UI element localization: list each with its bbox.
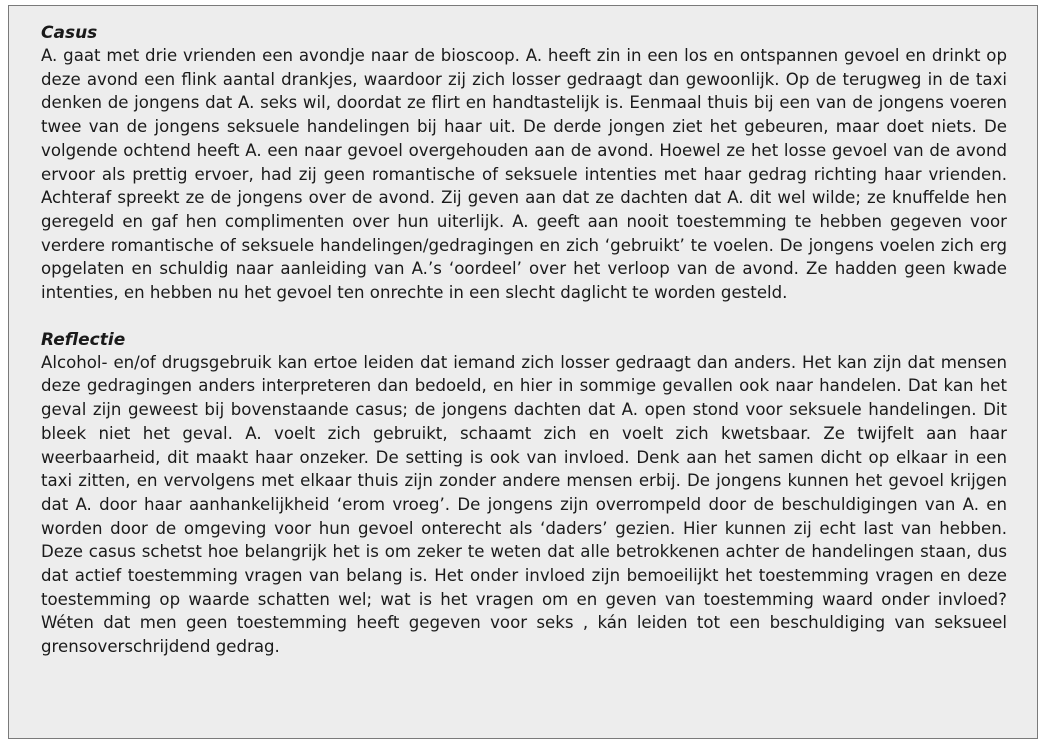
casus-paragraph: A. gaat met drie vrienden een avondje naar de bioscoop. A. heeft zin in een los en ontspannen gevoel en drinkt op deze avond een flink aantal drankjes, waardoor zij zich losser gedraagt dan gewoonlijk. Op de terugweg in de taxi denken de jongens dat A. seks wil, doordat ze flirt en handtastelijk is. Eenmaal thuis bij een van de jongens voeren twee van de jongens seksuele handelingen bij haar uit. De derde jongen ziet het gebeuren, maar doet niets. De volgende ochtend heeft A. een naar gevoel overgehouden aan de avond. Hoewel ze het losse gevoel van de avond ervoor als prettig ervoer, had zij geen romantische of seksuele intenties met haar gedrag richting haar vrienden. Achteraf spreekt ze de jongens over de avond. Zij geven aan dat ze dachten dat A. dit wel wilde; ze knuffelde hen geregeld en gaf hen complimenten over hun uiterlijk. A. geeft aan nooit toestemming te hebben gegeven voor verdere romantische of seksuele handelingen/gedragingen en zich ‘gebruikt’ te voelen. De jongens voelen zich erg opgelaten en schuldig naar aanleiding van A.’s ‘oordeel’ over het verloop van de avond. Ze hadden geen kwade intenties, en hebben nu het gevoel ten onrechte in een slecht daglicht te worden gesteld. (41, 46, 1007, 303)
text-box (8, 5, 1038, 739)
reflectie-paragraph: Alcohol- en/of drugsgebruik kan ertoe leiden dat iemand zich losser gedraagt dan anders. Het kan zijn dat mensen deze gedragingen anders interpreteren dan bedoeld, en hier in sommige gevallen ook naar handelen. Dat kan het geval zijn geweest bij bovenstaande casus; de jongens dachten dat A. open stond voor seksuele handelingen. Dit bleek niet het geval. A. voelt zich gebruikt, schaamt zich en voelt zich kwetsbaar. Ze twijfelt aan haar weerbaarheid, dit maakt haar onzeker. De setting is ook van invloed. Denk aan het samen dicht op elkaar in een taxi zitten, en vervolgens met elkaar thuis zijn zonder andere mensen erbij. De jongens kunnen het gevoel krijgen dat A. door haar aanhankelijkheid ‘erom vroeg’. De jongens zijn overrompeld door de beschuldigingen van A. en worden door de omgeving voor hun gevoel onterecht als ‘daders’ gezien. Hier kunnen zij echt last van hebben. Deze casus schetst hoe belangrijk het is om zeker te weten dat alle betrokkenen achter de handelingen staan, dus dat actief toestemming vragen van belang is. Het onder invloed zijn bemoeilijkt het toestemming vragen en deze toestemming op waarde schatten wel; wat is het vragen om en geven van toestemming waard onder invloed? Wéten dat men geen toestemming heeft gegeven voor seks , kán leiden tot een beschuldiging van seksueel grensoverschrijdend gedrag. (41, 352, 1007, 657)
section-gap (41, 305, 1007, 329)
casus-heading: Casus (41, 23, 98, 43)
reflectie-heading: Reflectie (41, 329, 126, 350)
